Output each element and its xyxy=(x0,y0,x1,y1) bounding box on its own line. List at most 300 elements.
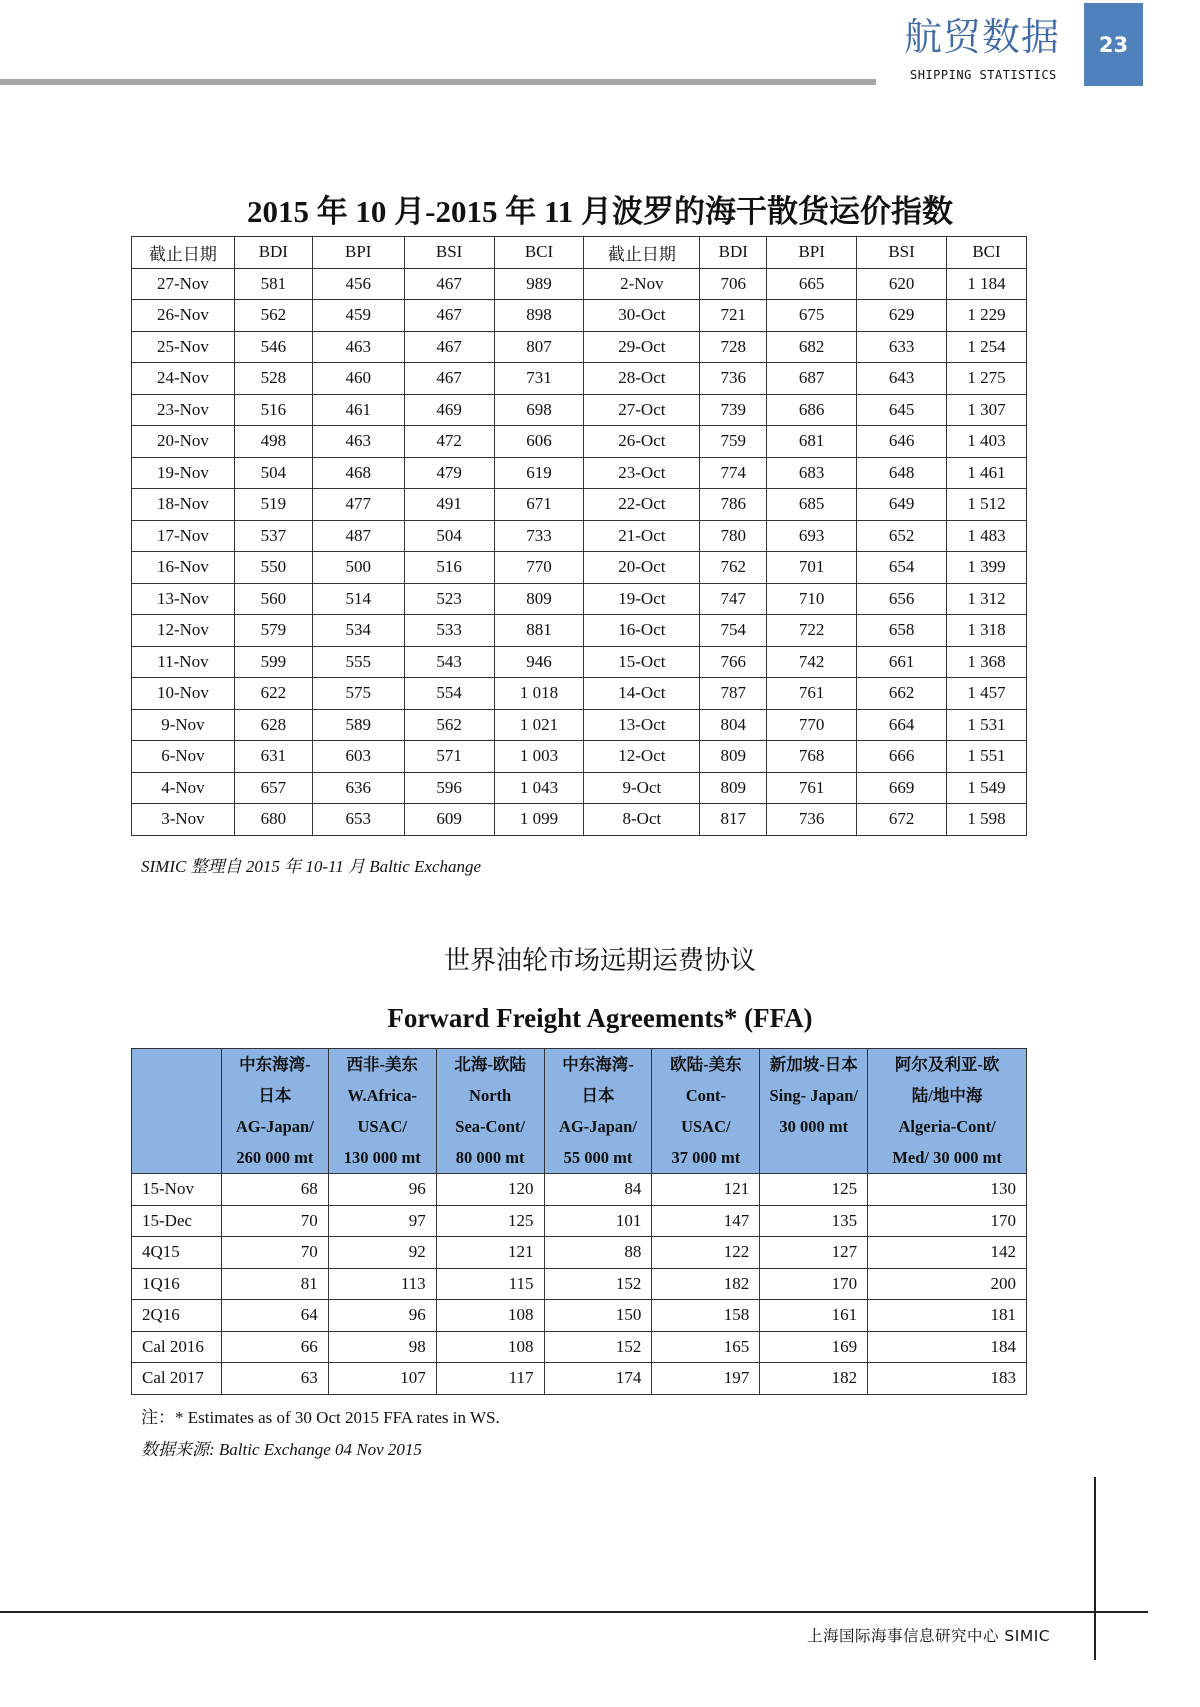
index-cell: 491 xyxy=(404,489,494,521)
rate-cell: 96 xyxy=(328,1300,436,1332)
index-cell: 498 xyxy=(234,426,312,458)
rate-cell: 182 xyxy=(760,1363,868,1395)
ffa-column-header xyxy=(544,1049,652,1174)
index-cell: 550 xyxy=(234,552,312,584)
bdi-column-header: BCI xyxy=(494,237,584,269)
index-cell: 706 xyxy=(700,268,767,300)
bdi-header-row xyxy=(132,237,1027,269)
table-row xyxy=(132,583,1027,615)
index-cell: 658 xyxy=(857,615,947,647)
index-cell: 554 xyxy=(404,678,494,710)
index-cell: 463 xyxy=(312,426,404,458)
index-cell: 809 xyxy=(700,772,767,804)
bdi-column-header: BPI xyxy=(767,237,857,269)
header-line: 阿尔及利亚-欧 xyxy=(894,1055,1000,1074)
date-cell: 26-Oct xyxy=(584,426,700,458)
index-cell: 456 xyxy=(312,268,404,300)
header-line: 日本 xyxy=(581,1086,615,1105)
index-cell: 742 xyxy=(767,646,857,678)
index-cell: 504 xyxy=(234,457,312,489)
footer-rule xyxy=(0,1611,1148,1613)
index-cell: 736 xyxy=(700,363,767,395)
index-cell: 683 xyxy=(767,457,857,489)
rate-cell: 142 xyxy=(868,1237,1027,1269)
index-cell: 693 xyxy=(767,520,857,552)
index-cell: 467 xyxy=(404,363,494,395)
date-cell: 15-Oct xyxy=(584,646,700,678)
rate-cell: 66 xyxy=(221,1331,328,1363)
date-cell: 11-Nov xyxy=(132,646,235,678)
ffa-source: 数据来源: Baltic Exchange 04 Nov 2015 xyxy=(141,1440,422,1459)
bdi-column-header: BCI xyxy=(947,237,1027,269)
index-cell: 661 xyxy=(857,646,947,678)
index-cell: 804 xyxy=(700,709,767,741)
rate-cell: 81 xyxy=(221,1268,328,1300)
index-cell: 1 512 xyxy=(947,489,1027,521)
index-cell: 721 xyxy=(700,300,767,332)
rate-cell: 174 xyxy=(544,1363,652,1395)
date-cell: 27-Nov xyxy=(132,268,235,300)
header-line: 新加坡-日本 xyxy=(769,1055,858,1074)
table-row xyxy=(132,300,1027,332)
date-cell: 30-Oct xyxy=(584,300,700,332)
rate-cell: 97 xyxy=(328,1205,436,1237)
rate-cell: 200 xyxy=(868,1268,1027,1300)
rate-cell: 113 xyxy=(328,1268,436,1300)
index-cell: 560 xyxy=(234,583,312,615)
header-line: 55 000 mt xyxy=(563,1148,633,1167)
index-cell: 881 xyxy=(494,615,584,647)
table-row xyxy=(132,1331,1027,1363)
period-cell: 4Q15 xyxy=(132,1237,222,1269)
index-cell: 652 xyxy=(857,520,947,552)
index-cell: 534 xyxy=(312,615,404,647)
index-cell: 1 018 xyxy=(494,678,584,710)
index-cell: 631 xyxy=(234,741,312,773)
rate-cell: 68 xyxy=(221,1174,328,1206)
table-row xyxy=(132,1237,1027,1269)
date-cell: 9-Oct xyxy=(584,772,700,804)
index-cell: 653 xyxy=(312,804,404,836)
index-cell: 1 229 xyxy=(947,300,1027,332)
ffa-column-header xyxy=(132,1049,222,1174)
index-cell: 629 xyxy=(857,300,947,332)
header-line: W.Africa- xyxy=(347,1086,417,1105)
bdi-column-header: BDI xyxy=(234,237,312,269)
index-cell: 1 043 xyxy=(494,772,584,804)
rate-cell: 150 xyxy=(544,1300,652,1332)
rate-cell: 84 xyxy=(544,1174,652,1206)
index-cell: 780 xyxy=(700,520,767,552)
date-cell: 19-Oct xyxy=(584,583,700,615)
index-cell: 628 xyxy=(234,709,312,741)
index-cell: 1 403 xyxy=(947,426,1027,458)
index-cell: 469 xyxy=(404,394,494,426)
table-row xyxy=(132,804,1027,836)
rate-cell: 152 xyxy=(544,1331,652,1363)
index-cell: 504 xyxy=(404,520,494,552)
rate-cell: 64 xyxy=(221,1300,328,1332)
index-cell: 770 xyxy=(494,552,584,584)
index-cell: 759 xyxy=(700,426,767,458)
index-cell: 687 xyxy=(767,363,857,395)
bdi-table xyxy=(131,236,1027,836)
date-cell: 13-Oct xyxy=(584,709,700,741)
index-cell: 622 xyxy=(234,678,312,710)
rate-cell: 88 xyxy=(544,1237,652,1269)
header-line: 陆/地中海 xyxy=(911,1086,983,1105)
index-cell: 701 xyxy=(767,552,857,584)
rate-cell: 181 xyxy=(868,1300,1027,1332)
index-cell: 761 xyxy=(767,678,857,710)
period-cell: Cal 2017 xyxy=(132,1363,222,1395)
rate-cell: 70 xyxy=(221,1205,328,1237)
index-cell: 609 xyxy=(404,804,494,836)
index-cell: 698 xyxy=(494,394,584,426)
rate-cell: 120 xyxy=(436,1174,544,1206)
index-cell: 662 xyxy=(857,678,947,710)
index-cell: 672 xyxy=(857,804,947,836)
index-cell: 1 483 xyxy=(947,520,1027,552)
rate-cell: 152 xyxy=(544,1268,652,1300)
rate-cell: 170 xyxy=(760,1268,868,1300)
date-cell: 16-Nov xyxy=(132,552,235,584)
index-cell: 809 xyxy=(494,583,584,615)
rate-cell: 170 xyxy=(868,1205,1027,1237)
header-line: 中东海湾- xyxy=(562,1055,634,1074)
index-cell: 786 xyxy=(700,489,767,521)
date-cell: 12-Oct xyxy=(584,741,700,773)
index-cell: 528 xyxy=(234,363,312,395)
rate-cell: 182 xyxy=(652,1268,760,1300)
index-cell: 516 xyxy=(234,394,312,426)
table-row xyxy=(132,457,1027,489)
index-cell: 1 254 xyxy=(947,331,1027,363)
index-cell: 606 xyxy=(494,426,584,458)
index-cell: 664 xyxy=(857,709,947,741)
index-cell: 754 xyxy=(700,615,767,647)
index-cell: 619 xyxy=(494,457,584,489)
index-cell: 654 xyxy=(857,552,947,584)
period-cell: 1Q16 xyxy=(132,1268,222,1300)
rate-cell: 127 xyxy=(760,1237,868,1269)
date-cell: 4-Nov xyxy=(132,772,235,804)
date-cell: 21-Oct xyxy=(584,520,700,552)
index-cell: 596 xyxy=(404,772,494,804)
index-cell: 1 021 xyxy=(494,709,584,741)
date-cell: 8-Oct xyxy=(584,804,700,836)
rate-cell: 135 xyxy=(760,1205,868,1237)
index-cell: 768 xyxy=(767,741,857,773)
header-line: Sing- Japan/ xyxy=(769,1086,858,1105)
date-cell: 19-Nov xyxy=(132,457,235,489)
index-cell: 468 xyxy=(312,457,404,489)
index-cell: 682 xyxy=(767,331,857,363)
rate-cell: 125 xyxy=(436,1205,544,1237)
index-cell: 472 xyxy=(404,426,494,458)
header-line: USAC/ xyxy=(357,1117,407,1136)
index-cell: 467 xyxy=(404,268,494,300)
bdi-column-header: BSI xyxy=(857,237,947,269)
index-cell: 1 598 xyxy=(947,804,1027,836)
rate-cell: 121 xyxy=(436,1237,544,1269)
index-cell: 770 xyxy=(767,709,857,741)
table-row xyxy=(132,552,1027,584)
index-cell: 1 368 xyxy=(947,646,1027,678)
rate-cell: 165 xyxy=(652,1331,760,1363)
index-cell: 543 xyxy=(404,646,494,678)
date-cell: 25-Nov xyxy=(132,331,235,363)
index-cell: 1 318 xyxy=(947,615,1027,647)
index-cell: 762 xyxy=(700,552,767,584)
header-rule xyxy=(0,79,876,85)
rate-cell: 70 xyxy=(221,1237,328,1269)
index-cell: 461 xyxy=(312,394,404,426)
ffa-header-row xyxy=(132,1049,1027,1174)
index-cell: 649 xyxy=(857,489,947,521)
period-cell: 15-Dec xyxy=(132,1205,222,1237)
date-cell: 16-Oct xyxy=(584,615,700,647)
table-row xyxy=(132,426,1027,458)
header-line: 30 000 mt xyxy=(779,1117,849,1136)
index-cell: 1 307 xyxy=(947,394,1027,426)
rate-cell: 130 xyxy=(868,1174,1027,1206)
bdi-column-header: 截止日期 xyxy=(584,237,700,269)
table-row xyxy=(132,1363,1027,1395)
index-cell: 681 xyxy=(767,426,857,458)
index-cell: 680 xyxy=(234,804,312,836)
table-row xyxy=(132,615,1027,647)
ffa-title-cn: 世界油轮市场远期运费协议 xyxy=(443,946,756,976)
ffa-title-en: Forward Freight Agreements* (FFA) xyxy=(387,1003,813,1033)
rate-cell: 101 xyxy=(544,1205,652,1237)
index-cell: 809 xyxy=(700,741,767,773)
date-cell: 23-Nov xyxy=(132,394,235,426)
header-line: 37 000 mt xyxy=(671,1148,741,1167)
index-cell: 736 xyxy=(767,804,857,836)
rate-cell: 169 xyxy=(760,1331,868,1363)
header-line: AG-Japan/ xyxy=(559,1117,637,1136)
date-cell: 3-Nov xyxy=(132,804,235,836)
index-cell: 946 xyxy=(494,646,584,678)
index-cell: 722 xyxy=(767,615,857,647)
table-row xyxy=(132,1268,1027,1300)
index-cell: 555 xyxy=(312,646,404,678)
header-line: 欧陆-美东 xyxy=(670,1055,742,1074)
date-cell: 20-Nov xyxy=(132,426,235,458)
ffa-column-header xyxy=(760,1049,868,1174)
rate-cell: 108 xyxy=(436,1331,544,1363)
table-row xyxy=(132,1174,1027,1206)
table-row xyxy=(132,709,1027,741)
date-cell: 13-Nov xyxy=(132,583,235,615)
date-cell: 20-Oct xyxy=(584,552,700,584)
index-cell: 546 xyxy=(234,331,312,363)
table-row xyxy=(132,363,1027,395)
index-cell: 645 xyxy=(857,394,947,426)
index-cell: 514 xyxy=(312,583,404,615)
table-row xyxy=(132,678,1027,710)
index-cell: 656 xyxy=(857,583,947,615)
index-cell: 467 xyxy=(404,300,494,332)
index-cell: 589 xyxy=(312,709,404,741)
header-line: North xyxy=(469,1086,512,1105)
index-cell: 1 531 xyxy=(947,709,1027,741)
ffa-column-header xyxy=(652,1049,760,1174)
index-cell: 1 275 xyxy=(947,363,1027,395)
rate-cell: 183 xyxy=(868,1363,1027,1395)
table-row xyxy=(132,268,1027,300)
table-row xyxy=(132,1205,1027,1237)
index-cell: 666 xyxy=(857,741,947,773)
bdi-source-note: SIMIC 整理自 2015 年 10-11 月 Baltic Exchange xyxy=(141,857,482,876)
index-cell: 1 551 xyxy=(947,741,1027,773)
index-cell: 533 xyxy=(404,615,494,647)
bdi-column-header: 截止日期 xyxy=(132,237,235,269)
rate-cell: 197 xyxy=(652,1363,760,1395)
rate-cell: 108 xyxy=(436,1300,544,1332)
date-cell: 6-Nov xyxy=(132,741,235,773)
index-cell: 460 xyxy=(312,363,404,395)
date-cell: 9-Nov xyxy=(132,709,235,741)
date-cell: 10-Nov xyxy=(132,678,235,710)
ffa-note: 注：* Estimates as of 30 Oct 2015 FFA rates in WS. xyxy=(141,1408,500,1427)
index-cell: 648 xyxy=(857,457,947,489)
header-line: AG-Japan/ xyxy=(235,1117,314,1136)
index-cell: 686 xyxy=(767,394,857,426)
table-row xyxy=(132,489,1027,521)
index-cell: 581 xyxy=(234,268,312,300)
rate-cell: 121 xyxy=(652,1174,760,1206)
index-cell: 989 xyxy=(494,268,584,300)
footer-publisher: 上海国际海事信息研究中心 SIMIC xyxy=(807,1627,1051,1645)
ffa-column-header xyxy=(221,1049,328,1174)
index-cell: 807 xyxy=(494,331,584,363)
date-cell: 12-Nov xyxy=(132,615,235,647)
bdi-column-header: BSI xyxy=(404,237,494,269)
index-cell: 463 xyxy=(312,331,404,363)
index-cell: 733 xyxy=(494,520,584,552)
index-cell: 562 xyxy=(234,300,312,332)
bdi-column-header: BPI xyxy=(312,237,404,269)
table-row xyxy=(132,331,1027,363)
index-cell: 766 xyxy=(700,646,767,678)
page-number-badge: 23 xyxy=(1084,3,1143,86)
index-cell: 898 xyxy=(494,300,584,332)
index-cell: 1 312 xyxy=(947,583,1027,615)
date-cell: 24-Nov xyxy=(132,363,235,395)
rate-cell: 158 xyxy=(652,1300,760,1332)
date-cell: 2-Nov xyxy=(584,268,700,300)
footer-vertical-rule xyxy=(1094,1477,1096,1660)
index-cell: 671 xyxy=(494,489,584,521)
index-cell: 1 549 xyxy=(947,772,1027,804)
bdi-column-header: BDI xyxy=(700,237,767,269)
table-row xyxy=(132,520,1027,552)
rate-cell: 117 xyxy=(436,1363,544,1395)
index-cell: 774 xyxy=(700,457,767,489)
rate-cell: 122 xyxy=(652,1237,760,1269)
header-line: Algeria-Cont/ xyxy=(898,1117,996,1136)
rate-cell: 147 xyxy=(652,1205,760,1237)
index-cell: 657 xyxy=(234,772,312,804)
date-cell: 27-Oct xyxy=(584,394,700,426)
index-cell: 519 xyxy=(234,489,312,521)
index-cell: 710 xyxy=(767,583,857,615)
ffa-column-header xyxy=(328,1049,436,1174)
index-cell: 479 xyxy=(404,457,494,489)
index-cell: 523 xyxy=(404,583,494,615)
index-cell: 467 xyxy=(404,331,494,363)
header-line: 260 000 mt xyxy=(236,1148,314,1167)
index-cell: 739 xyxy=(700,394,767,426)
date-cell: 14-Oct xyxy=(584,678,700,710)
ffa-column-header xyxy=(868,1049,1027,1174)
index-cell: 477 xyxy=(312,489,404,521)
index-cell: 599 xyxy=(234,646,312,678)
rate-cell: 184 xyxy=(868,1331,1027,1363)
index-cell: 1 399 xyxy=(947,552,1027,584)
index-cell: 603 xyxy=(312,741,404,773)
rate-cell: 96 xyxy=(328,1174,436,1206)
table-row xyxy=(132,741,1027,773)
table-row xyxy=(132,1300,1027,1332)
index-cell: 787 xyxy=(700,678,767,710)
index-cell: 643 xyxy=(857,363,947,395)
period-cell: 15-Nov xyxy=(132,1174,222,1206)
header-line: 北海-欧陆 xyxy=(454,1055,526,1074)
header-line: Sea-Cont/ xyxy=(455,1117,525,1136)
header-line: Cont- xyxy=(685,1086,727,1105)
period-cell: Cal 2016 xyxy=(132,1331,222,1363)
index-cell: 728 xyxy=(700,331,767,363)
index-cell: 817 xyxy=(700,804,767,836)
header-line: Med/ 30 000 mt xyxy=(892,1148,1002,1167)
rate-cell: 63 xyxy=(221,1363,328,1395)
header-line: 西非-美东 xyxy=(346,1055,418,1074)
bdi-table-title: 2015 年 10 月-2015 年 11 月波罗的海干散货运价指数 xyxy=(246,194,954,229)
index-cell: 646 xyxy=(857,426,947,458)
index-cell: 636 xyxy=(312,772,404,804)
rate-cell: 125 xyxy=(760,1174,868,1206)
rate-cell: 115 xyxy=(436,1268,544,1300)
index-cell: 685 xyxy=(767,489,857,521)
ffa-column-header xyxy=(436,1049,544,1174)
rate-cell: 161 xyxy=(760,1300,868,1332)
index-cell: 575 xyxy=(312,678,404,710)
period-cell: 2Q16 xyxy=(132,1300,222,1332)
table-row xyxy=(132,646,1027,678)
index-cell: 516 xyxy=(404,552,494,584)
rate-cell: 107 xyxy=(328,1363,436,1395)
header-line: USAC/ xyxy=(681,1117,731,1136)
section-subtitle: SHIPPING STATISTICS xyxy=(910,68,1057,82)
index-cell: 731 xyxy=(494,363,584,395)
index-cell: 562 xyxy=(404,709,494,741)
index-cell: 675 xyxy=(767,300,857,332)
date-cell: 18-Nov xyxy=(132,489,235,521)
index-cell: 620 xyxy=(857,268,947,300)
index-cell: 1 457 xyxy=(947,678,1027,710)
date-cell: 29-Oct xyxy=(584,331,700,363)
index-cell: 1 184 xyxy=(947,268,1027,300)
index-cell: 579 xyxy=(234,615,312,647)
date-cell: 23-Oct xyxy=(584,457,700,489)
index-cell: 1 003 xyxy=(494,741,584,773)
index-cell: 747 xyxy=(700,583,767,615)
section-title: 航贸数据 xyxy=(904,15,1061,59)
index-cell: 1 461 xyxy=(947,457,1027,489)
